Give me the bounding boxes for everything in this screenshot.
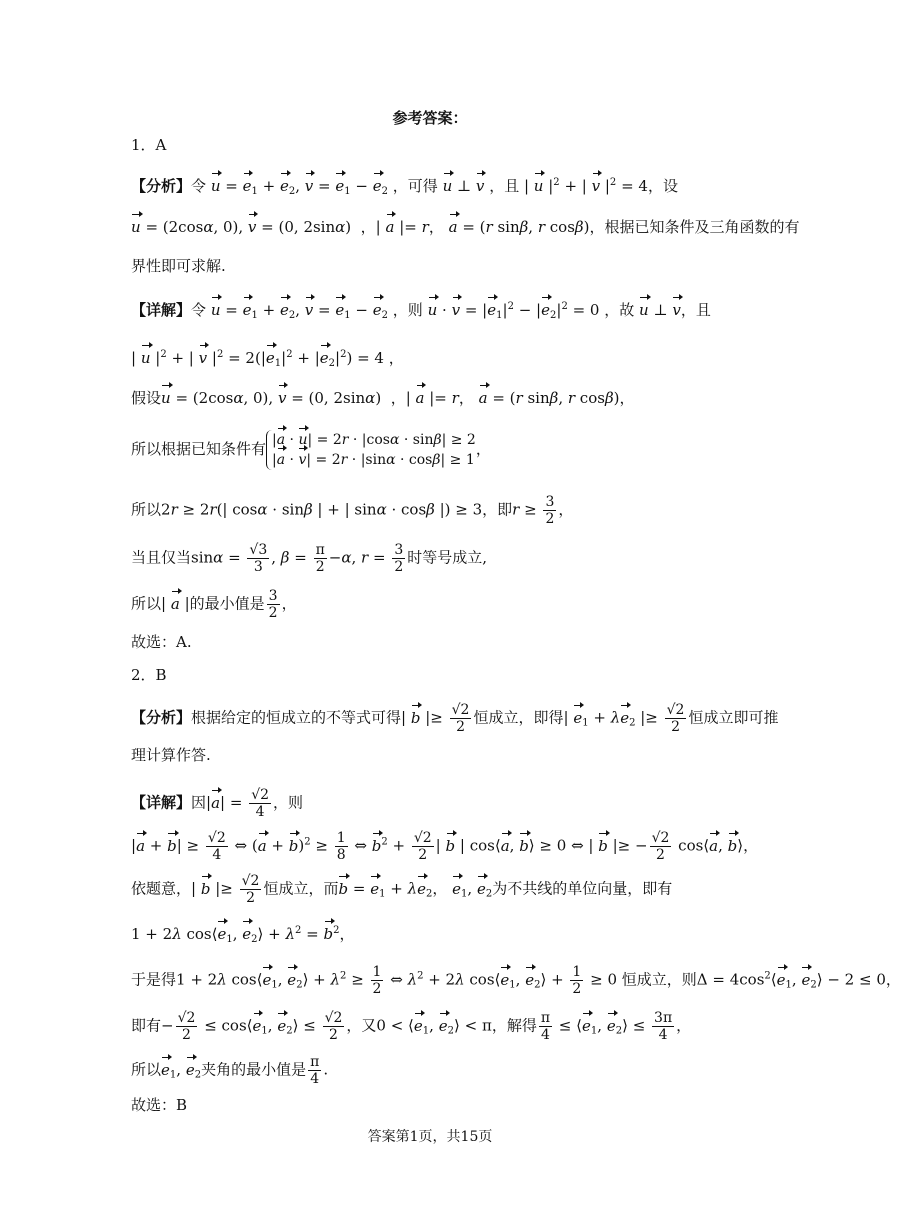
q2-text: 夹角的最小值是: [201, 1060, 307, 1079]
q1-text: ，根据已知条件及三角函数的有: [589, 218, 800, 236]
q1-text: 令: [191, 177, 207, 195]
q1-detail-line7: 所以| a |的最小值是 $\frac{3}{2}$ ，: [131, 588, 297, 621]
q2-choose: 故选：B: [131, 1096, 188, 1114]
q1-analysis-line2: u = (2cosα, 0), v = (0, 2sinα) ，| a |= r， a = (r sinβ, r cosβ)，根据已知条件及三角函数的有: [131, 218, 800, 236]
q2-detail-label: 【详解】: [131, 793, 192, 812]
q1-text: 假设: [131, 389, 162, 407]
q2-text: ，则: [273, 793, 304, 812]
q1-analysis-line1: 【分析】令 $u = e_1 + e_2$, $v = e_1 - e_2$ ，可得 u ⊥ v ，且 | u $|^2$ + | v $|^2 = 4$，设: [131, 177, 678, 197]
q2-analysis-line1: 【分析】根据给定的恒成立的不等式可得| b |≥ $\frac{√2}{2}$ 恒成立，即得| $e_1 + \lambda e_2$ |≥ $\frac{√2}{2}$ 恒成立即可推: [131, 702, 779, 735]
q2-detail-line4: 1 + 2λ $\cos⟨e_1$, $e_2⟩ + \lambda^2 = b^2$，: [131, 925, 355, 945]
q1-detail-line3: 假设u = (2cosα, 0), v = (0, 2sinα) ，| a |= r， a = (r sinβ, r cosβ)，: [131, 389, 635, 407]
q2-text: 因: [191, 793, 207, 812]
q2-text: 所以: [131, 1060, 162, 1079]
q1-text: ，且: [489, 177, 520, 195]
q1-detail-line1: 【详解】令 $u = e_1 + e_2$, $v = e_1 - e_2$ ，则 $u \cdot v = |e_1|^2 - |e_2|^2 = 0$ ，故 u ⊥ v，且: [131, 301, 711, 321]
q2-text: 恒成立即可推: [688, 708, 779, 727]
q2-detail-line5: 于是得1 + 2λ $\cos⟨e_1$, $e_2⟩ + \lambda^2$ ≥ $\frac{1}{2}$ ⇔ $\lambda^2 + 2\lambda$ $\cos⟨e_1$, $e_2⟩$ + $\frac{1}{2}$ ≥ 0 恒成立，则$\Delta = 4\cos^2⟨e_1$, $e_2⟩ - 2 \le 0$，: [131, 964, 901, 997]
q2-text: 依题意，: [131, 879, 192, 898]
q1-number: 1．A: [131, 136, 167, 154]
q1-analysis-label: 【分析】: [131, 177, 192, 195]
q1-text: 所以根据已知条件有: [131, 440, 267, 458]
q2-detail-line3: 依题意，| b |≥ $\frac{√2}{2}$ 恒成立，而$b = e_1 + \lambda e_2$， $e_1$, $e_2$为不共线的单位向量，即有: [131, 873, 673, 906]
q1-text: 当且仅当: [131, 548, 192, 567]
q2-text: 根据给定的恒成立的不等式可得: [191, 708, 402, 727]
q1-detail-line5: 所以2r ≥ 2r(| cosα · sinβ | + | sinα · cosβ |) ≥ 3，即r ≥ $\frac{3}{2}$ ，: [131, 494, 574, 527]
q1-text: 所以: [131, 500, 162, 519]
q2-text: 恒成立，而: [263, 879, 339, 898]
q2-number: 2．B: [131, 666, 167, 684]
q2-text: ，又: [346, 1016, 377, 1035]
q1-text: 即: [497, 500, 513, 519]
answer-title: 参考答案：: [392, 109, 468, 127]
q1-text: 时等号成立,: [407, 548, 488, 567]
q1-text: 所以: [131, 594, 162, 613]
q2-text: 于是得: [131, 970, 177, 989]
q2-text: ，解得: [491, 1016, 537, 1035]
q2-text: 恒成立，即得: [473, 708, 564, 727]
q1-detail-line2: | u $|^2$ + | v $|^2 = 2(|e_1|^2 + |e_2|^2) = 4$ ，: [131, 349, 404, 369]
q1-text: ，且: [680, 301, 711, 319]
q1-choose: 故选：A.: [131, 633, 192, 651]
q1-text: ，设: [647, 177, 678, 195]
q1-analysis-line3: 界性即可求解.: [131, 257, 226, 275]
q2-analysis-label: 【分析】: [131, 708, 192, 727]
q2-detail-line2: |a + b| ≥ $\frac{√2}{4}$ ⇔ $(a + b)^2$ ≥ $\frac{1}{8}$ ⇔ $b^2$ + $\frac{√2}{2}$ | b | cos⟨a, b⟩ ≥ 0 ⇔ | b |≥ − $\frac{√2}{2}$ cos⟨a, b⟩，: [131, 830, 759, 863]
q2-text: 为不共线的单位向量，即有: [492, 879, 673, 898]
q2-detail-line6: 即有− $\frac{√2}{2}$ ≤ $\cos⟨e_1$, $e_2⟩$ ≤ $\frac{√2}{2}$ ，又$0 < ⟨e_1$, $e_2⟩ < \pi$，解得 $\frac{\pi}{4}$ ≤ $⟨e_1$, $e_2⟩$ ≤ $\frac{3\pi}{4}$ ，: [131, 1010, 692, 1043]
page-footer: 答案第1页，共15页: [367, 1129, 493, 1145]
q1-detail-line4: 所以根据已知条件有 |a · u| = 2r · |cosα · sinβ| ≥ 2 |a · v| = 2r · |sinα · cosβ| ≥ 1，: [131, 432, 491, 468]
q1-text: 的最小值是: [189, 594, 265, 613]
q1-text: ，则: [392, 301, 423, 319]
q1-detail-line6: 当且仅当sinα = $\frac{√3}{3}$ , β = $\frac{\pi}{2}$ −α, r = $\frac{3}{2}$ 时等号成立,: [131, 542, 488, 575]
q1-detail-label: 【详解】: [131, 301, 192, 319]
q2-text: 恒成立，则: [621, 970, 697, 989]
q2-text: 即有: [131, 1016, 162, 1035]
q2-analysis-line2: 理计算作答.: [131, 746, 211, 764]
q1-text: 令: [191, 301, 207, 319]
q1-text: ，可得: [392, 177, 438, 195]
q2-detail-line1: 【详解】因|a| = $\frac{√2}{4}$ ，则: [131, 787, 304, 820]
q1-text: ，故: [604, 301, 635, 319]
q2-detail-line7: 所以$e_1$, $e_2$夹角的最小值是 $\frac{\pi}{4}$ .: [131, 1054, 329, 1087]
